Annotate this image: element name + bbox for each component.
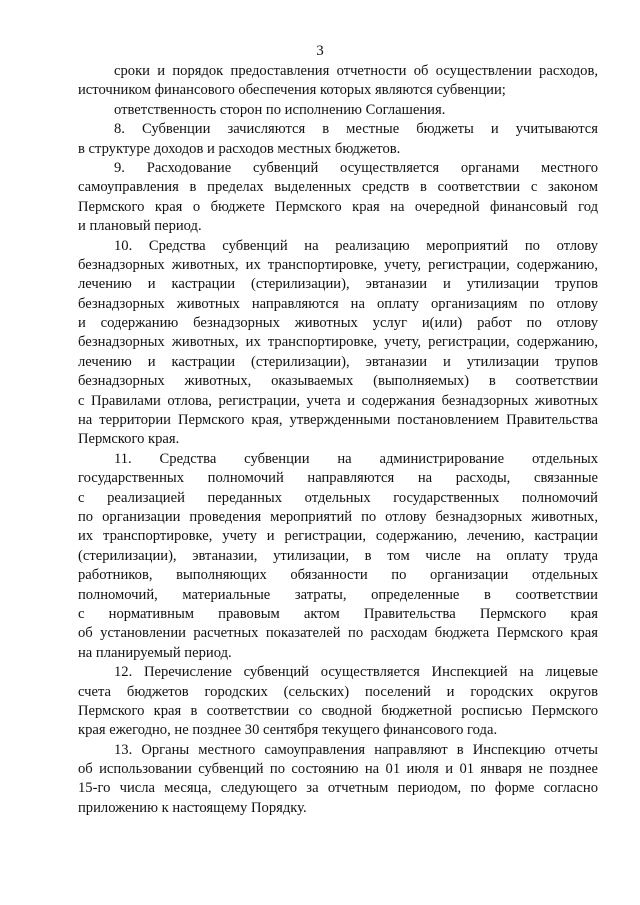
text-line: ответственность сторон по исполнению Соглашения. (114, 101, 446, 118)
text-line: 13. Органы местного самоуправления направляют в Инспекцию отчеты (114, 741, 598, 758)
text-line: безнадзорных животных направляются на оплату организациям по отлову (78, 295, 598, 312)
text-line: безнадзорных животных, оказываемых (выполняемых) в соответствии (78, 373, 598, 390)
document-body (78, 62, 598, 818)
text-line: безнадзорных животных, их транспортировке, учету, регистрации, содержанию, (78, 256, 598, 273)
text-line: и плановый период. (78, 218, 202, 235)
text-line: лечению и кастрации (стерилизации), эвтаназии и утилизации трупов (78, 276, 598, 293)
text-line: Пермского края о бюджете Пермского края на очередной финансовый год (78, 198, 598, 215)
text-line: с нормативным правовым актом Правительства Пермского края (78, 605, 598, 622)
text-line: и содержанию безнадзорных животных услуг и(или) работ по отлову (78, 315, 598, 332)
text-line: об установлении расчетных показателей по расходам бюджета Пермского края (78, 625, 598, 642)
text-line: приложению к настоящему Порядку. (78, 799, 307, 816)
text-line: с реализацией переданных отдельных государственных полномочий (78, 489, 598, 506)
text-line: 8. Субвенции зачисляются в местные бюджеты и учитываются (114, 121, 598, 138)
text-line: 11. Средства субвенции на администрирование отдельных (114, 450, 598, 467)
text-line: в структуре доходов и расходов местных бюджетов. (78, 140, 401, 157)
text-line: на планируемый период. (78, 644, 232, 661)
text-line: государственных полномочий направляются на расходы, связанные (78, 470, 598, 487)
text-line: 15-го числа месяца, следующего за отчетным периодом, по форме согласно (78, 780, 598, 797)
text-line: 9. Расходование субвенций осуществляется органами местного (114, 159, 598, 176)
text-line: по организации проведения мероприятий по отлову безнадзорных животных, (78, 508, 598, 525)
text-line: с Правилами отлова, регистрации, учета и содержания безнадзорных животных (78, 392, 598, 409)
page-number: 3 (316, 43, 324, 59)
text-line: работников, выполняющих обязанности по организации отдельных (78, 567, 598, 584)
text-line: Пермского края. (78, 431, 180, 448)
text-line: края ежегодно, не позднее 30 сентября текущего финансового года. (78, 722, 498, 739)
text-line: их транспортировке, учету и регистрации, содержанию, лечению, кастрации (78, 528, 598, 545)
text-line: сроки и порядок предоставления отчетности об осуществлении расходов, (114, 63, 598, 79)
text-line: полномочий, материальные затраты, определенные в соответствии (78, 586, 598, 603)
text-line: счета бюджетов городских (сельских) поселений и городских округов (78, 683, 598, 700)
text-line: лечению и кастрации (стерилизации), эвтаназии и утилизации трупов (78, 353, 598, 370)
text-line: 12. Перечисление субвенций осуществляется Инспекцией на лицевые (114, 664, 598, 681)
text-line: об использовании субвенций по состоянию на 01 июля и 01 января не позднее (78, 761, 598, 778)
text-line: самоуправления в пределах выделенных средств в соответствии с законом (78, 179, 598, 196)
text-line: Пермского края в соответствии со сводной бюджетной росписью Пермского (78, 702, 598, 719)
text-line: источником финансового обеспечения которых являются субвенции; (78, 82, 506, 99)
text-line: безнадзорных животных, их транспортировке, учету, регистрации, содержанию, (78, 334, 598, 351)
text-line: 10. Средства субвенций на реализацию мероприятий по отлову (114, 237, 598, 254)
text-line: на территории Пермского края, утвержденными постановлением Правительства (78, 412, 598, 429)
text-line: (стерилизации), эвтаназии, утилизации, в том числе на оплату труда (78, 547, 598, 564)
